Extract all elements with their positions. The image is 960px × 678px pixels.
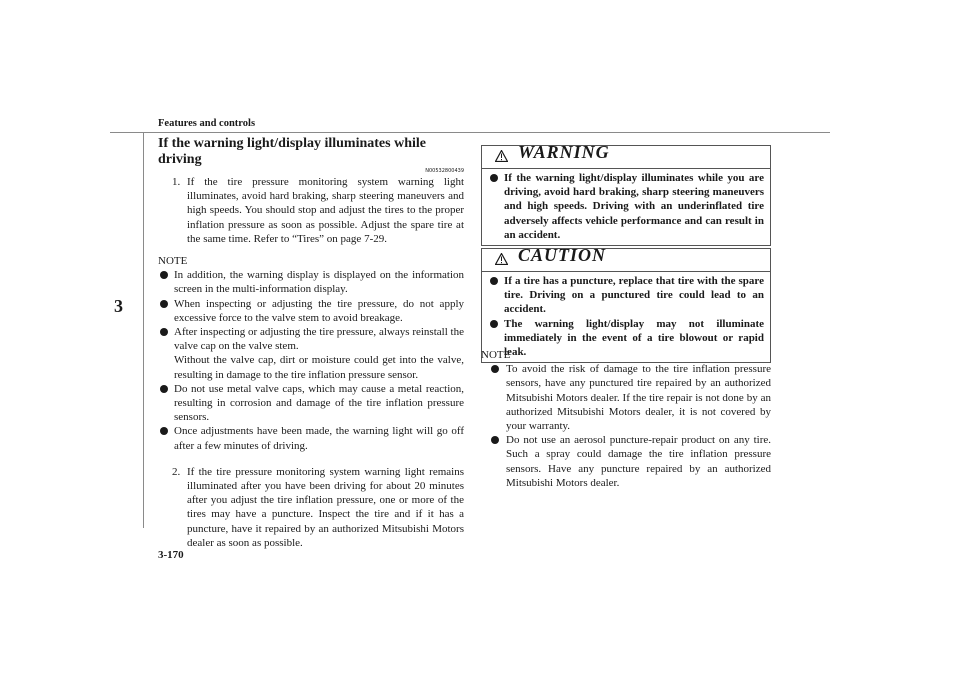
warning-item: If the warning light/display illuminates while you are driving, avoid hard braking, sharp steering maneuvers and high speeds. Driving with an underinflated tire adversely affects vehicle performance and can result in an accident. — [488, 171, 764, 242]
running-header: Features and controls — [158, 118, 256, 129]
note-item: Do not use metal valve caps, which may cause a metal reaction, resulting in corrosion and damage of the tire inflation pressure sensors. — [158, 382, 464, 425]
left-column — [158, 136, 464, 550]
note-item: Do not use an aerosol puncture-repair product on any tire. Such a spray could damage the tire inflation pressure sensors. Have any puncture repaired by an authorized Mitsubishi Motors dealer. — [481, 433, 771, 490]
warning-title: WARNING — [518, 142, 610, 162]
note-item: In addition, the warning display is displayed on the information screen in the multi-information display. — [158, 268, 464, 296]
page-number: 3-170 — [158, 549, 184, 561]
note-label-right: NOTE — [481, 349, 511, 361]
note-item-continuation: Without the valve cap, dirt or moisture could get into the valve, resulting in damage to the tire inflation pressure sensor. — [174, 354, 464, 381]
chapter-tab-number: 3 — [114, 296, 123, 316]
header-rule — [110, 132, 830, 133]
note-item: Once adjustments have been made, the warning light will go off after a few minutes of driving. — [158, 424, 464, 452]
note-item: After inspecting or adjusting the tire pressure, always reinstall the valve cap on the valve stem. — [158, 325, 464, 353]
caution-item: If a tire has a puncture, replace that tire with the spare tire. Driving on a punctured tire could lead to an accident. — [488, 274, 764, 317]
caution-box — [481, 245, 771, 363]
caution-header — [482, 245, 770, 272]
step-1-text: If the tire pressure monitoring system warning light illuminates, avoid hard braking, sharp steering maneuvers and high speeds. You should stop and adjust the tires to the proper inflation pressure as soon as possible. Adjust the spare tire at the same time. Refer to “Tires” on page 7-29. — [187, 176, 464, 245]
step-2-text: If the tire pressure monitoring system warning light remains illuminated after you have been driving for about 20 minutes after you adjust the tire inflation pressure, one or more of the tires may have a puncture. Inspect the tire and if it has a puncture, have it repaired by an authorized Mitsubishi Motors dealer as soon as possible. — [187, 465, 464, 549]
caution-item: The warning light/display may not illuminate immediately in the event of a tire blowout or rapid leak. — [488, 317, 764, 360]
chapter-side-rule — [143, 132, 144, 528]
section-code: N00532800439 — [425, 168, 464, 174]
caution-title: CAUTION — [518, 245, 607, 265]
warning-box — [481, 142, 771, 246]
step-1-number: 1. — [172, 176, 181, 188]
step-1 — [158, 175, 464, 246]
caution-triangle-icon — [495, 253, 508, 265]
note-item: When inspecting or adjusting the tire pressure, do not apply excessive force to the valve stem to avoid breakage. — [158, 297, 464, 325]
note-label-left: NOTE — [158, 255, 188, 268]
section-title: If the warning light/display illuminates while driving — [158, 136, 426, 167]
step-2 — [158, 465, 464, 550]
warning-header — [482, 142, 770, 169]
note-item: To avoid the risk of damage to the tire inflation pressure sensors, have any punctured tire repaired by an authorized Mitsubishi Motors dealer. If the tire repair is not done by an authorized Mitsubishi Motors dealer, it is not covered by your warranty. — [481, 362, 771, 433]
warning-triangle-icon — [495, 150, 508, 162]
right-column — [481, 348, 771, 490]
step-2-number: 2. — [172, 465, 181, 478]
